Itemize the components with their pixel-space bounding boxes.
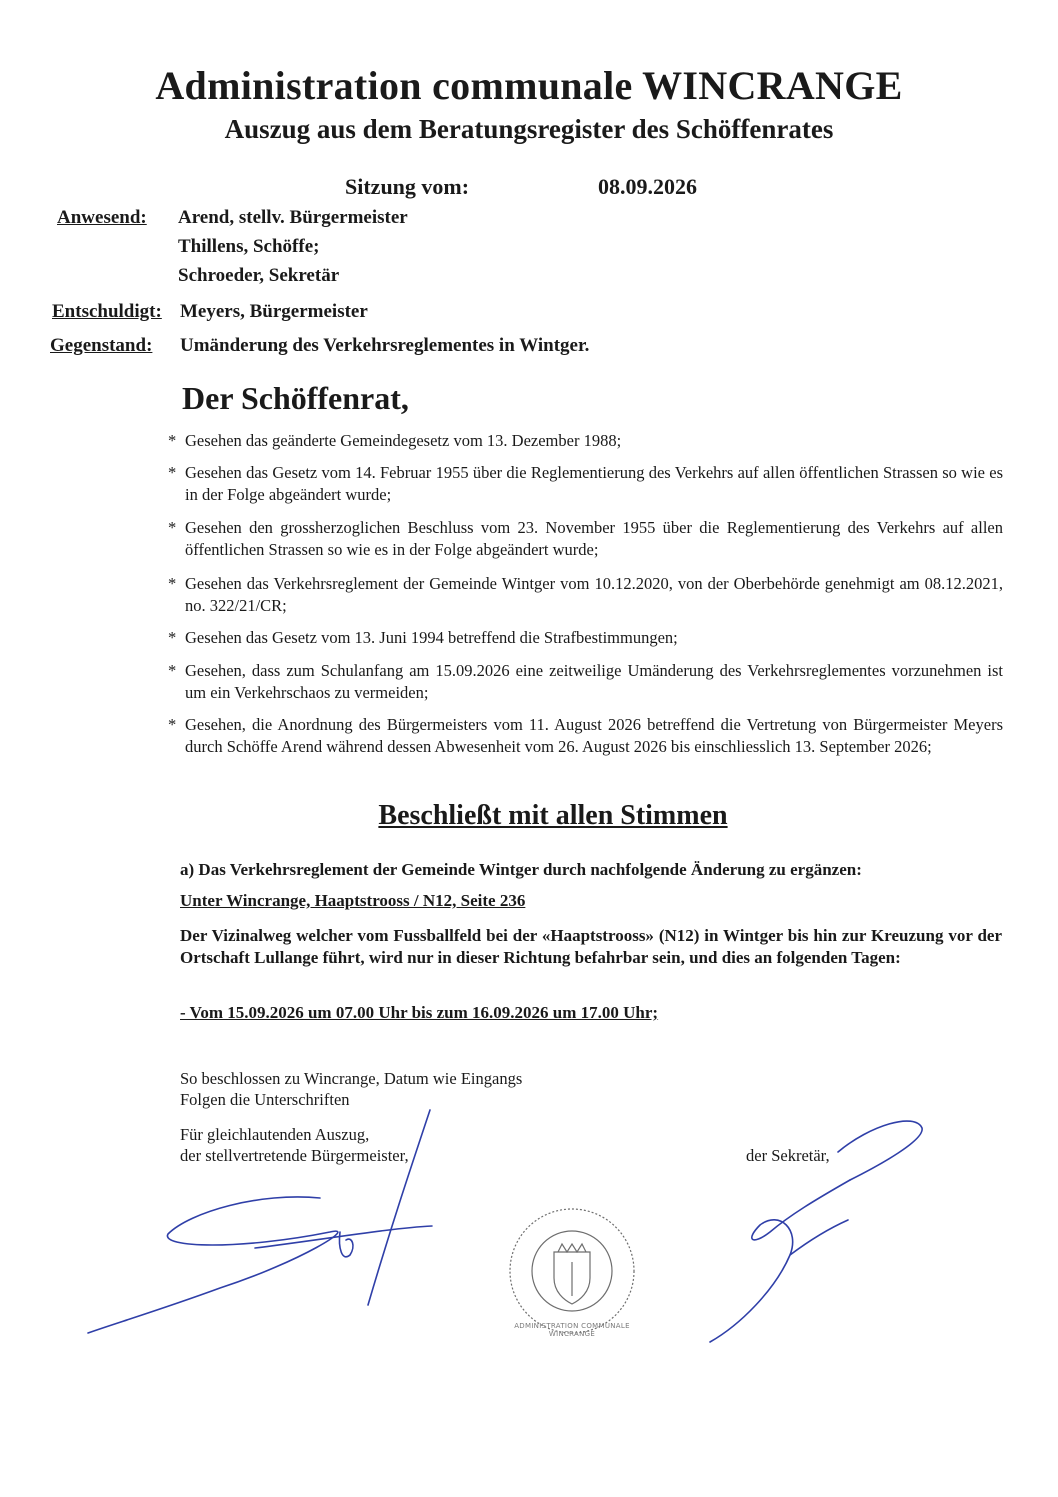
consideration-text: Gesehen das geänderte Gemeindegesetz vom 13. Dezember 1988; bbox=[185, 431, 622, 450]
document-subtitle: Auszug aus dem Beratungsregister des Schöffenrates bbox=[224, 114, 834, 144]
present-label: Anwesend: bbox=[57, 207, 147, 228]
bullet-asterisk: * bbox=[168, 574, 177, 593]
bullet-asterisk: * bbox=[168, 715, 177, 734]
footer-line-2: Folgen die Unterschriften bbox=[180, 1090, 350, 1109]
consideration-text: Gesehen, dass zum Schulanfang am 15.09.2026 eine zeitweilige Umänderung des Verkehrsreglementes vorzunehmen ist um ein Verkehrschaos zu vermeiden; bbox=[185, 661, 1003, 702]
consideration-text: Gesehen das Gesetz vom 14. Februar 1955 über die Reglementierung des Verkehrs auf allen öffentlichen Strassen so wie es in der Folge abgeändert wurde; bbox=[185, 463, 1003, 504]
session-date: 08.09.2026 bbox=[598, 174, 697, 199]
council-heading: Der Schöffenrat, bbox=[182, 380, 409, 416]
present-member-2: Thillens, Schöffe; bbox=[178, 236, 320, 257]
resolution-location: Unter Wincrange, Haaptstrooss / N12, Seite 236 bbox=[180, 891, 526, 910]
consideration-text: Gesehen, die Anordnung des Bürgermeisters vom 11. August 2026 betreffend die Vertretung von Bürgermeister Meyers durch Schöffe Arend während dessen Abwesenheit vom 26. August 2026 bis einschliesslich 13. September 2026; bbox=[185, 715, 1003, 756]
present-member-1: Arend, stellv. Bürgermeister bbox=[178, 207, 408, 228]
resolution-point-a: a) Das Verkehrsreglement der Gemeinde Wintger durch nachfolgende Änderung zu ergänzen: bbox=[180, 860, 862, 879]
bullet-asterisk: * bbox=[168, 431, 177, 450]
bullet-asterisk: * bbox=[168, 661, 177, 680]
municipal-stamp-icon bbox=[510, 1209, 634, 1333]
stamp-legend: ADMINISTRATION COMMUNALE WINCRANGE bbox=[514, 1322, 630, 1338]
consideration-text: Gesehen den grossherzoglichen Beschluss vom 23. November 1955 über die Reglementierung des Verkehrs auf allen öffentlichen Strassen so wie es in der Folge abgeändert wurde; bbox=[185, 518, 1003, 559]
document-title: Administration communale WINCRANGE bbox=[155, 63, 903, 108]
consideration-text: Gesehen das Gesetz vom 13. Juni 1994 betreffend die Strafbestimmungen; bbox=[185, 628, 678, 647]
consideration-text: Gesehen das Verkehrsreglement der Gemeinde Wintger vom 10.12.2020, von der Oberbehörde genehmigt am 08.12.2021, no. 322/21/CR; bbox=[185, 574, 1003, 615]
session-label: Sitzung vom: bbox=[345, 174, 470, 199]
footer-secretary: der Sekretär, bbox=[746, 1146, 830, 1165]
subject-label: Gegenstand: bbox=[50, 335, 153, 356]
bullet-asterisk: * bbox=[168, 518, 177, 537]
bullet-asterisk: * bbox=[168, 463, 177, 482]
resolution-period: - Vom 15.09.2026 um 07.00 Uhr bis zum 16.09.2026 um 17.00 Uhr; bbox=[180, 1003, 659, 1022]
resolution-text: Der Vizinalweg welcher vom Fussballfeld bei der «Haaptstrooss» (N12) in Wintger bis hin zur Kreuzung vor der Ortschaft Lullange führt, wird nur in dieser Richtung befahrbar sein, und dies an folgenden Tagen: bbox=[180, 926, 1002, 967]
footer-line-1: So beschlossen zu Wincrange, Datum wie Eingangs bbox=[180, 1069, 523, 1088]
subject-text: Umänderung des Verkehrsreglementes in Wintger. bbox=[180, 335, 590, 356]
present-member-3: Schroeder, Sekretär bbox=[178, 265, 340, 286]
footer-line-4: der stellvertretende Bürgermeister, bbox=[180, 1146, 409, 1165]
footer-line-3: Für gleichlautenden Auszug, bbox=[180, 1125, 370, 1144]
deputy-mayor-signature bbox=[88, 1110, 432, 1333]
resolution-heading: Beschließt mit allen Stimmen bbox=[378, 800, 728, 831]
bullet-asterisk: * bbox=[168, 628, 177, 647]
excused-label: Entschuldigt: bbox=[52, 301, 162, 322]
excused-member: Meyers, Bürgermeister bbox=[180, 301, 368, 322]
secretary-signature bbox=[710, 1121, 922, 1342]
